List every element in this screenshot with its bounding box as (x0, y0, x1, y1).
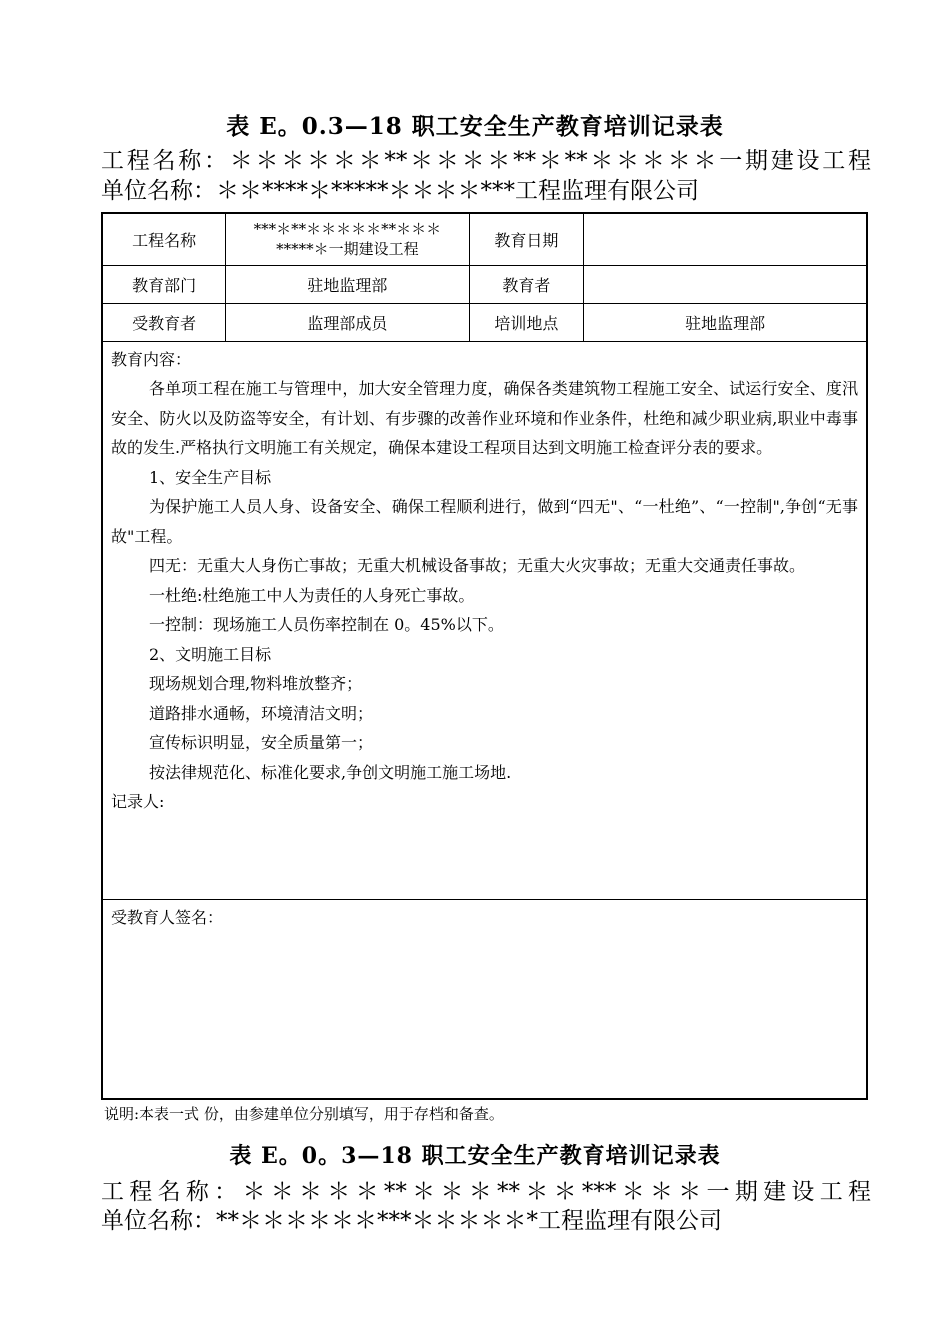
value-project-name-line1: ***＊**＊＊＊＊＊**＊＊＊ (253, 220, 442, 239)
table-row (102, 303, 867, 341)
signature-cell[interactable] (102, 899, 867, 1099)
label-trainees: 受教育者 (102, 303, 226, 341)
value-project-name (226, 213, 469, 265)
project-name-line: 工程名称：＊＊＊＊＊＊**＊＊＊＊**＊**＊＊＊＊＊一期建设工程 (101, 148, 871, 174)
civilized-item: 道路排水通畅，环境清洁文明； (149, 703, 374, 723)
label-education-dept: 教育部门 (102, 265, 226, 303)
label-education-date: 教育日期 (469, 213, 584, 265)
signature-label: 受教育人签名： (111, 907, 224, 927)
label-training-location: 培训地点 (469, 303, 584, 341)
content-intro: 各单项工程在施工与管理中，加大安全管理力度，确保各类建筑物工程施工安全、试运行安全、度汛安全、防火以及防盗等安全，有计划、有步骤的改善作业环境和作业条件，杜绝和减少职业病,职业中毒事故的发生.严格执行文明施工有关规定，确保本建设工程项目达到文明施工检查评分表的要求。 (111, 379, 858, 457)
record-table (101, 212, 868, 1100)
value-training-location: 驻地监理部 (584, 303, 867, 341)
label-educator: 教育者 (469, 265, 584, 303)
project-name-line-2: 工程名称：＊＊＊＊＊**＊＊＊**＊＊***＊＊＊一期建设工程 (101, 1179, 871, 1205)
civilized-item: 按法律规范化、标准化要求,争创文明施工施工场地. (149, 762, 512, 782)
one-eliminate-text: 一杜绝:杜绝施工中人为责任的人身死亡事故。 (149, 585, 475, 605)
content-heading: 教育内容： (111, 349, 192, 369)
civilized-item: 现场规划合理,物料堆放整齐； (149, 674, 363, 693)
table-row (102, 213, 867, 265)
civilized-item: 宣传标识明显，安全质量第一； (149, 733, 374, 752)
table-row (102, 265, 867, 303)
value-education-dept: 驻地监理部 (226, 265, 469, 303)
recorder-label: 记录人: (111, 792, 165, 811)
education-content-cell (102, 341, 867, 899)
value-educator[interactable] (584, 265, 867, 303)
safety-goal-text: 为保护施工人员人身、设备安全、确保工程顺利进行，做到“四无"、“一杜绝”、“一控制",争创“无事故"工程。 (111, 497, 858, 546)
table-row (102, 341, 867, 899)
one-control-text: 一控制：现场施工人员伤率控制在 0。45%以下。 (149, 615, 504, 634)
unit-name-line-2: 单位名称：**＊＊＊＊＊＊***＊＊＊＊＊*工程监理有限公司 (101, 1208, 722, 1234)
footnote: 说明:本表一式 份，由参建单位分别填写，用于存档和备查。 (104, 1105, 504, 1123)
unit-name-line: 单位名称：＊＊****＊*****＊＊＊＊***工程监理有限公司 (101, 178, 699, 204)
value-project-name-line2: *****＊一期建设工程 (276, 240, 419, 259)
form-title-2: 表 E。0。3—18 职工安全生产教育培训记录表 (229, 1143, 721, 1169)
table-row (102, 899, 867, 1099)
value-education-date[interactable] (584, 213, 867, 265)
section-civilized-goal: 2、文明施工目标 (149, 644, 272, 664)
section-safety-goal: 1、安全生产目标 (149, 467, 272, 487)
four-none-text: 四无：无重大人身伤亡事故；无重大机械设备事故；无重大火灾事故；无重大交通责任事故。 (149, 556, 806, 575)
form-title: 表 E。0.3—18 职工安全生产教育培训记录表 (226, 113, 724, 140)
label-project-name: 工程名称 (102, 213, 226, 265)
value-trainees: 监理部成员 (226, 303, 469, 341)
